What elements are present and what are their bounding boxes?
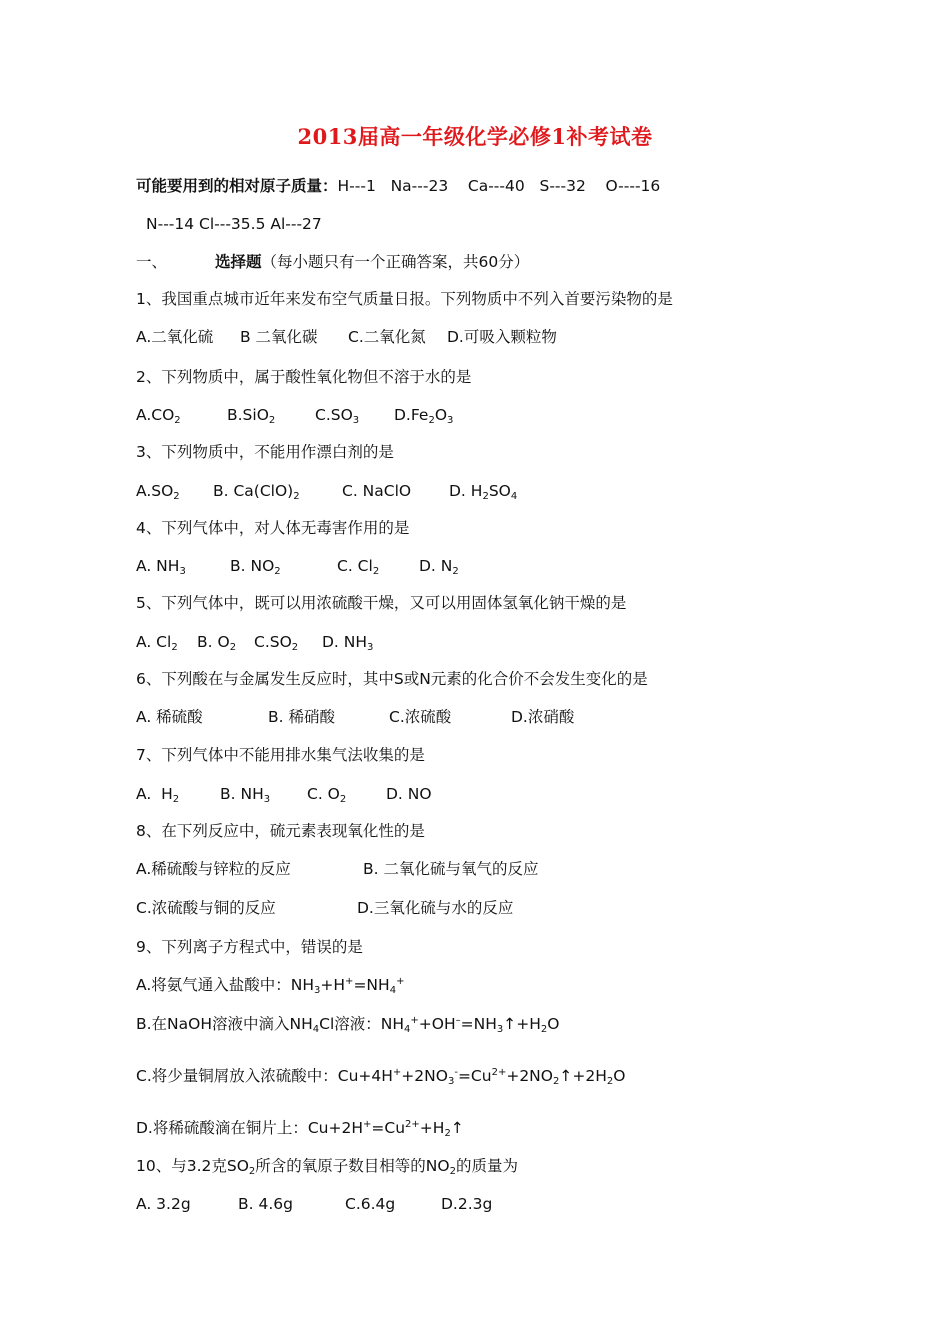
q3-option-b: B. $Ca(ClO)_2$ <box>213 482 300 502</box>
q5-option-c: $C.SO_2$ <box>254 633 299 653</box>
q6-option-d: D.浓硝酸 <box>511 708 575 726</box>
q7-option-a: A. $H_2$ <box>136 785 180 805</box>
question-7-stem: 7、下列气体中不能用排水集气法收集的是 <box>136 746 425 764</box>
q6-option-c: C.浓硫酸 <box>389 708 452 726</box>
q1-option-d: D.可吸入颗粒物 <box>447 328 557 346</box>
q6-option-b: B. 稀硝酸 <box>268 708 335 726</box>
q7-option-c: C. $O_2$ <box>307 785 347 805</box>
q5-option-d: D. $NH_3$ <box>322 633 374 653</box>
q2-option-c: $C.SO_3$ <box>315 406 360 426</box>
q4-option-a: A. $NH_3$ <box>136 557 186 577</box>
question-1-stem: 1、我国重点城市近年来发布空气质量日报。下列物质中不列入首要污染物的是 <box>136 290 673 308</box>
question-6-stem: 6、下列酸在与金属发生反应时，其中S或N元素的化合价不会发生变化的是 <box>136 670 648 688</box>
q8-option-a: A.稀硫酸与锌粒的反应 <box>136 860 291 878</box>
exam-title: 2013届高一年级化学必修1补考试卷 <box>297 124 653 149</box>
q2-option-d: $D.Fe_2O_3$ <box>394 406 454 426</box>
q3-option-d: D. $H_2SO_4$ <box>449 482 518 502</box>
atomic-mass-label: 可能要用到的相对原子质量： <box>136 177 338 195</box>
section-note: （每小题只有一个正确答案，共60分） <box>261 253 530 271</box>
q7-option-b: B. $NH_3$ <box>220 785 271 805</box>
q6-option-a: A. 稀硫酸 <box>136 708 203 726</box>
q8-option-d: D.三氧化硫与水的反应 <box>357 899 514 917</box>
q3-option-c: C. NaClO <box>342 482 412 500</box>
q9-option-a: A.将氨气通入盐酸中：$NH_3+H^+=NH_4^+$ <box>136 976 405 996</box>
section-name: 选择题 <box>215 253 262 271</box>
q10-option-a: A. 3.2g <box>136 1195 191 1213</box>
q9-option-c: C.将少量铜屑放入浓硫酸中：$Cu+4H^++2NO_3^-=Cu^{2+}+2NO_2↑+2H_2O$ <box>136 1067 626 1087</box>
q9-option-b: B.在NaOH溶液中滴入$NH_4Cl$溶液：$NH_4^++OH^-=NH_3↑+H_2O$ <box>136 1015 560 1035</box>
atomic-mass-line-2: N---14 Cl---35.5 Al---27 <box>146 215 322 233</box>
question-9-stem: 9、下列离子方程式中，错误的是 <box>136 938 363 956</box>
atomic-mass-line-1 <box>136 175 660 197</box>
q1-option-a: A.二氧化硫 <box>136 328 214 346</box>
atomic-mass-values-1: H---1 Na---23 Ca---40 S---32 O----16 <box>337 177 661 195</box>
q2-option-a: $A.CO_2$ <box>136 406 181 426</box>
section-number: 一、 <box>136 253 168 271</box>
question-2-stem: 2、下列物质中，属于酸性氧化物但不溶于水的是 <box>136 368 472 386</box>
q4-option-c: C. $Cl_2$ <box>337 557 380 577</box>
q1-option-b: B 二氧化碳 <box>240 328 318 346</box>
q8-option-c: C.浓硫酸与铜的反应 <box>136 899 276 917</box>
q4-option-d: D. $N_2$ <box>419 557 459 577</box>
q4-option-b: B. $NO_2$ <box>230 557 281 577</box>
section-heading <box>136 251 529 273</box>
q10-option-b: B. 4.6g <box>238 1195 293 1213</box>
q10-option-c: C.6.4g <box>345 1195 396 1213</box>
question-4-stem: 4、下列气体中，对人体无毒害作用的是 <box>136 519 410 537</box>
q5-option-b: B. $O_2$ <box>197 633 237 653</box>
q9-option-d: D.将稀硫酸滴在铜片上：$Cu+2H^+=Cu^{2+}+H_2↑$ <box>136 1119 464 1139</box>
question-10-stem: 10、与3.2克$SO_2$所含的氧原子数目相等的$NO_2$的质量为 <box>136 1157 518 1177</box>
q2-option-b: B.SiO$_2$ <box>227 406 276 426</box>
q5-option-a: A. $Cl_2$ <box>136 633 178 653</box>
q3-option-a: $A.SO_2$ <box>136 482 180 502</box>
question-8-stem: 8、在下列反应中，硫元素表现氧化性的是 <box>136 822 425 840</box>
q10-option-d: D.2.3g <box>441 1195 493 1213</box>
question-3-stem: 3、下列物质中，不能用作漂白剂的是 <box>136 443 394 461</box>
q8-option-b: B. 二氧化硫与氧气的反应 <box>363 860 539 878</box>
q1-option-c: C.二氧化氮 <box>348 328 426 346</box>
q7-option-d: D. NO <box>386 785 432 803</box>
question-5-stem: 5、下列气体中，既可以用浓硫酸干燥，又可以用固体氢氧化钠干燥的是 <box>136 594 627 612</box>
